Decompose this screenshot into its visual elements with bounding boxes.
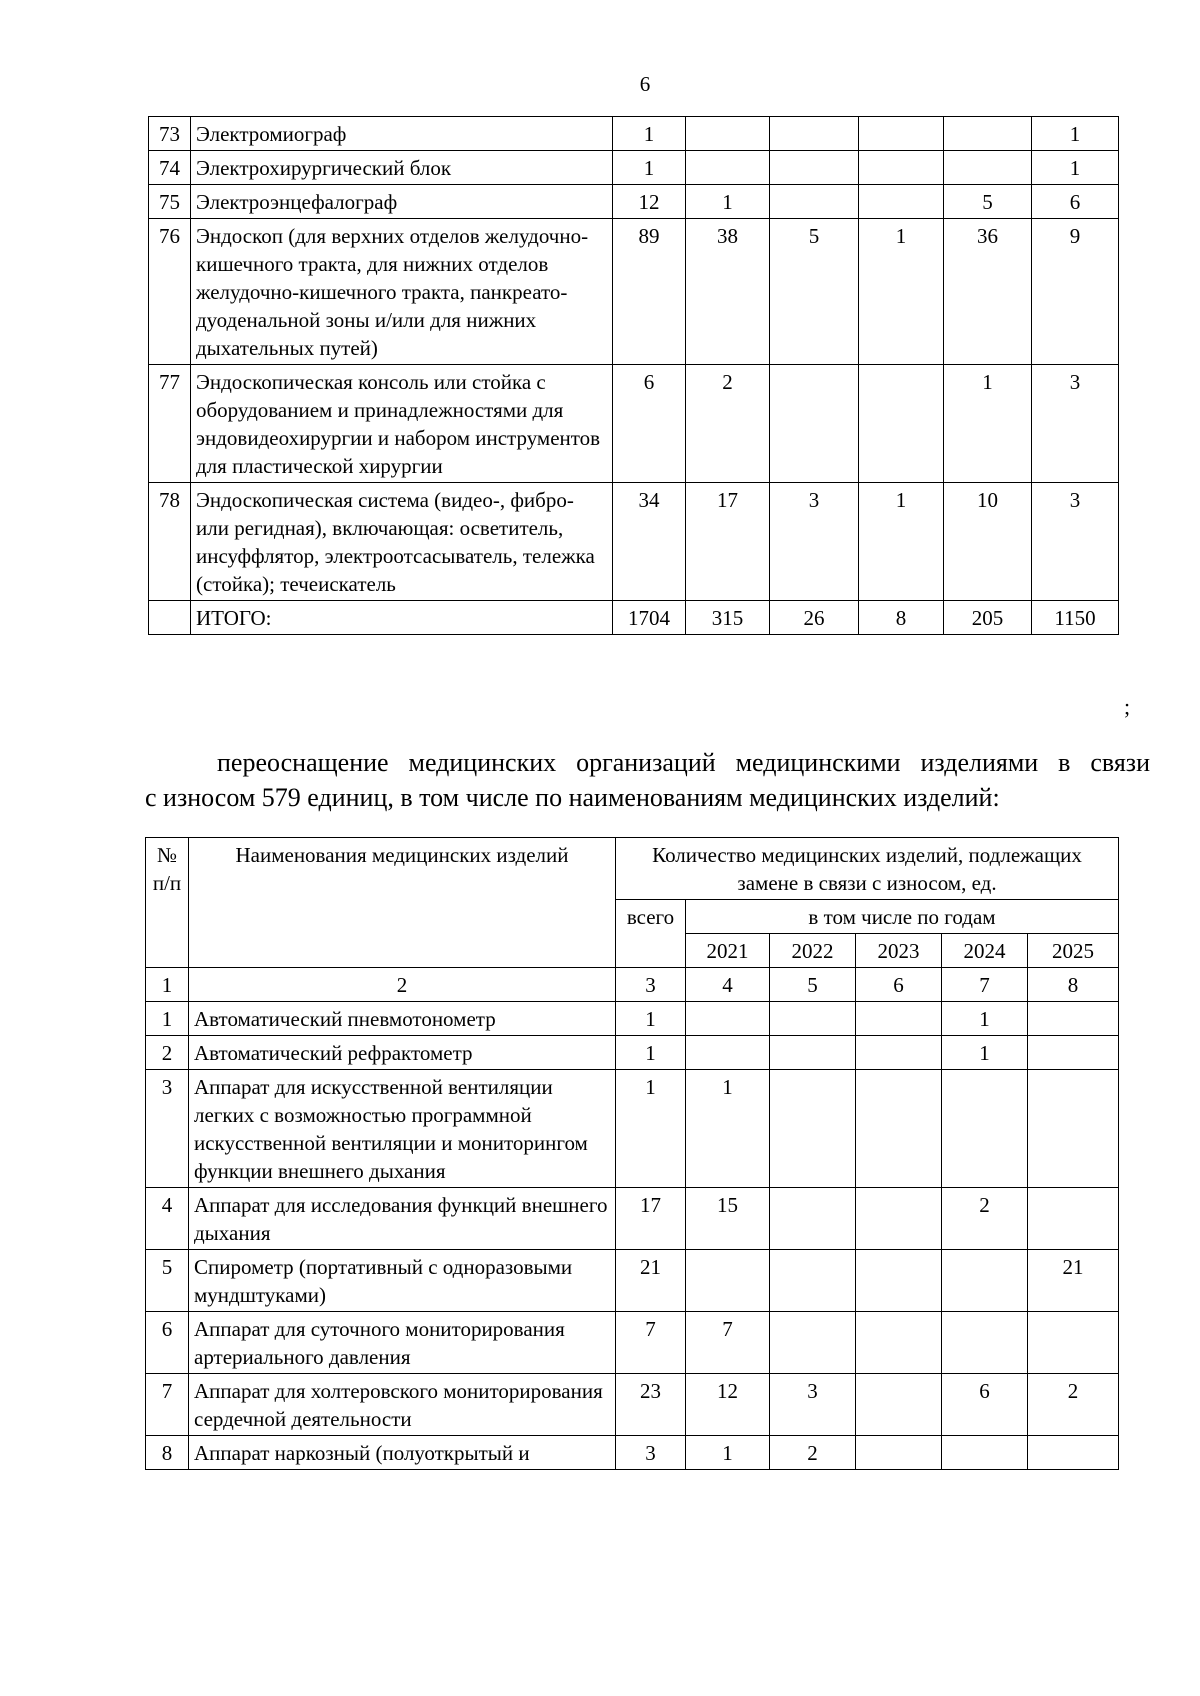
qty-2024: [942, 1070, 1028, 1188]
qty-2022: [770, 1188, 856, 1250]
qty-total: 1: [613, 117, 686, 151]
qty-2024: [944, 151, 1032, 185]
item-name: Аппарат наркозный (полуоткрытый и: [189, 1436, 616, 1470]
qty-2022: [770, 365, 859, 483]
item-name: Эндоскопическая система (видео-, фибро- или регидная), включающая: осветитель, инсуффлятор, электроотсасыватель, тележка (стойка); течеискатель: [191, 483, 613, 601]
qty-total: 21: [616, 1250, 686, 1312]
row-number: 77: [149, 365, 191, 483]
qty-total: 1: [616, 1070, 686, 1188]
header-quantity: Количество медицинских изделий, подлежащих замене в связи с износом, ед.: [616, 838, 1119, 900]
qty-2021: 15: [686, 1188, 770, 1250]
qty-2023: [859, 365, 944, 483]
table-row: [149, 219, 1119, 365]
row-number: 78: [149, 483, 191, 601]
row-number: 74: [149, 151, 191, 185]
qty-2023: [859, 185, 944, 219]
qty-2024: 6: [942, 1374, 1028, 1436]
header-row-1: [146, 838, 1119, 900]
qty-total: 12: [613, 185, 686, 219]
col-number: 6: [856, 968, 942, 1002]
qty-total: 1: [616, 1036, 686, 1070]
table-row: [146, 1312, 1119, 1374]
table-row: [146, 1036, 1119, 1070]
qty-2022: [770, 1070, 856, 1188]
col-number: 4: [686, 968, 770, 1002]
qty-2022: 3: [770, 483, 859, 601]
item-name: Автоматический пневмотонометр: [189, 1002, 616, 1036]
row-number: 4: [146, 1188, 189, 1250]
qty-total: 34: [613, 483, 686, 601]
qty-total: 1: [616, 1002, 686, 1036]
qty-2023: 1: [859, 219, 944, 365]
qty-2024: [942, 1312, 1028, 1374]
equipment-replacement-table: [145, 837, 1119, 1470]
qty-2025: 6: [1032, 185, 1119, 219]
qty-2021: [686, 117, 770, 151]
item-name: Автоматический рефрактометр: [189, 1036, 616, 1070]
col-number: 2: [189, 968, 616, 1002]
qty-2025: 3: [1032, 365, 1119, 483]
total-2022: 26: [770, 601, 859, 635]
qty-2021: [686, 1036, 770, 1070]
qty-total: 6: [613, 365, 686, 483]
qty-2024: 10: [944, 483, 1032, 601]
table-row: [149, 365, 1119, 483]
qty-2025: 3: [1032, 483, 1119, 601]
body-paragraph: [145, 745, 1150, 815]
qty-2022: [770, 117, 859, 151]
item-name: Аппарат для холтеровского мониторирования сердечной деятельности: [189, 1374, 616, 1436]
qty-2022: 3: [770, 1374, 856, 1436]
qty-2022: 2: [770, 1436, 856, 1470]
row-number: 5: [146, 1250, 189, 1312]
qty-2025: 21: [1028, 1250, 1119, 1312]
qty-2023: [856, 1436, 942, 1470]
row-number: 76: [149, 219, 191, 365]
qty-2021: 17: [686, 483, 770, 601]
trailing-semicolon: ;: [1124, 694, 1131, 719]
header-year: 2021: [686, 934, 770, 968]
qty-2021: 1: [686, 1436, 770, 1470]
qty-2025: [1028, 1436, 1119, 1470]
qty-2021: [686, 1002, 770, 1036]
row-number: 1: [146, 1002, 189, 1036]
row-number: 8: [146, 1436, 189, 1470]
qty-2022: [770, 1002, 856, 1036]
qty-2023: [856, 1070, 942, 1188]
table-row: [146, 1250, 1119, 1312]
qty-2023: 1: [859, 483, 944, 601]
col-number: 5: [770, 968, 856, 1002]
qty-2024: 1: [942, 1036, 1028, 1070]
qty-total: 1: [613, 151, 686, 185]
qty-2022: [770, 185, 859, 219]
row-number: 75: [149, 185, 191, 219]
col-number: 1: [146, 968, 189, 1002]
total-2021: 315: [686, 601, 770, 635]
table-row: [149, 151, 1119, 185]
qty-2025: [1028, 1070, 1119, 1188]
qty-2023: [856, 1002, 942, 1036]
header-num: № п/п: [146, 838, 189, 968]
qty-2025: [1028, 1036, 1119, 1070]
qty-total: 3: [616, 1436, 686, 1470]
qty-2022: [770, 1036, 856, 1070]
total-2024: 205: [944, 601, 1032, 635]
header-total: всего: [616, 900, 686, 968]
qty-2023: [856, 1374, 942, 1436]
header-name: Наименования медицинских изделий: [189, 838, 616, 968]
page-number: 6: [639, 72, 651, 96]
col-number: 8: [1028, 968, 1119, 1002]
qty-2025: [1028, 1002, 1119, 1036]
total-label: ИТОГО:: [191, 601, 613, 635]
equipment-table-continued: [148, 116, 1119, 635]
table-row: [149, 185, 1119, 219]
qty-2022: 5: [770, 219, 859, 365]
qty-2021: [686, 151, 770, 185]
qty-2022: [770, 151, 859, 185]
qty-2025: 1: [1032, 117, 1119, 151]
qty-2023: [856, 1188, 942, 1250]
row-number: 7: [146, 1374, 189, 1436]
qty-2025: [1028, 1312, 1119, 1374]
total-num: [149, 601, 191, 635]
item-name: Электромиограф: [191, 117, 613, 151]
qty-2025: 9: [1032, 219, 1119, 365]
table1-body: [149, 117, 1119, 601]
qty-2024: [942, 1250, 1028, 1312]
qty-2024: [944, 117, 1032, 151]
table-row: [146, 1070, 1119, 1188]
qty-2023: [859, 151, 944, 185]
paragraph-line-2: с износом 579 единиц, в том числе по наименованиям медицинских изделий:: [145, 783, 1000, 812]
qty-2025: [1028, 1188, 1119, 1250]
table-row: [149, 483, 1119, 601]
qty-total: 17: [616, 1188, 686, 1250]
total-all: 1704: [613, 601, 686, 635]
table-row: [146, 1374, 1119, 1436]
total-2023: 8: [859, 601, 944, 635]
qty-2022: [770, 1312, 856, 1374]
table2-body: [146, 1002, 1119, 1470]
item-name: Аппарат для искусственной вентиляции легких с возможностью программной искусственной вентиляции и мониторингом функции внешнего дыхания: [189, 1070, 616, 1188]
qty-2021: 1: [686, 1070, 770, 1188]
item-name: Аппарат для суточного мониторирования артериального давления: [189, 1312, 616, 1374]
qty-2024: [942, 1436, 1028, 1470]
qty-2023: [856, 1036, 942, 1070]
qty-total: 89: [613, 219, 686, 365]
row-number: 3: [146, 1070, 189, 1188]
row-number: 73: [149, 117, 191, 151]
item-name: Эндоскоп (для верхних отделов желудочно-кишечного тракта, для нижних отделов желудочно-кишечного тракта, панкреато-дуоденальной зоны и/или для нижних дыхательных путей): [191, 219, 613, 365]
header-year: 2024: [942, 934, 1028, 968]
col-number: 3: [616, 968, 686, 1002]
header-year: 2022: [770, 934, 856, 968]
qty-total: 23: [616, 1374, 686, 1436]
header-year: 2025: [1028, 934, 1119, 968]
qty-2025: 1: [1032, 151, 1119, 185]
item-name: Эндоскопическая консоль или стойка с оборудованием и принадлежностями для эндовидеохирургии и набором инструментов для пластической хирургии: [191, 365, 613, 483]
qty-2021: 12: [686, 1374, 770, 1436]
header-by-years: в том числе по годам: [686, 900, 1119, 934]
qty-2024: 36: [944, 219, 1032, 365]
qty-2024: 1: [944, 365, 1032, 483]
qty-2024: 2: [942, 1188, 1028, 1250]
qty-2021: 1: [686, 185, 770, 219]
row-number: 2: [146, 1036, 189, 1070]
qty-total: 7: [616, 1312, 686, 1374]
header-row-col-numbers: [146, 968, 1119, 1002]
qty-2025: 2: [1028, 1374, 1119, 1436]
item-name: Электроэнцефалограф: [191, 185, 613, 219]
qty-2021: 7: [686, 1312, 770, 1374]
qty-2022: [770, 1250, 856, 1312]
total-2025: 1150: [1032, 601, 1119, 635]
header-year: 2023: [856, 934, 942, 968]
table-row: [146, 1002, 1119, 1036]
qty-2024: 1: [942, 1002, 1028, 1036]
qty-2024: 5: [944, 185, 1032, 219]
qty-2021: [686, 1250, 770, 1312]
row-number: 6: [146, 1312, 189, 1374]
qty-2023: [859, 117, 944, 151]
qty-2021: 38: [686, 219, 770, 365]
item-name: Спирометр (портативный с одноразовыми мундштуками): [189, 1250, 616, 1312]
qty-2023: [856, 1250, 942, 1312]
table-row: [146, 1188, 1119, 1250]
qty-2021: 2: [686, 365, 770, 483]
paragraph-line-1: переоснащение медицинских организаций медицинскими изделиями в связи: [217, 748, 1150, 777]
item-name: Электрохирургический блок: [191, 151, 613, 185]
col-number: 7: [942, 968, 1028, 1002]
total-row: [149, 601, 1119, 635]
table-row: [149, 117, 1119, 151]
table-row: [146, 1436, 1119, 1470]
item-name: Аппарат для исследования функций внешнего дыхания: [189, 1188, 616, 1250]
qty-2023: [856, 1312, 942, 1374]
